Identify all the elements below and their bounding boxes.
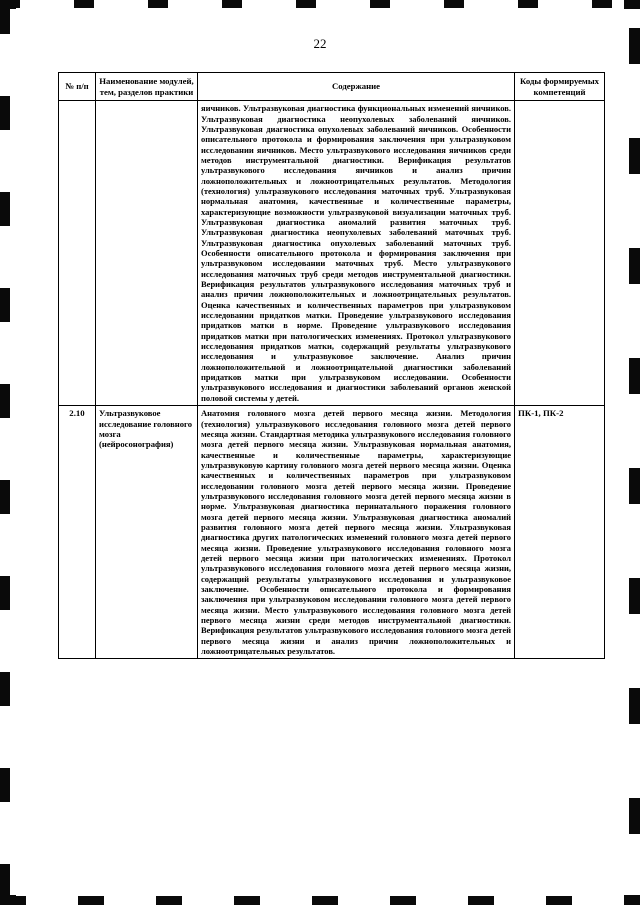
scan-artifact-left bbox=[0, 0, 10, 905]
row1-module bbox=[96, 101, 198, 406]
scan-artifact-corner-tr bbox=[624, 0, 640, 9]
scan-artifact-top bbox=[0, 0, 640, 8]
header-module: Наименование модулей, тем, разделов практики bbox=[96, 73, 198, 101]
row2-module: Ультразвуковое исследование головного мозга (нейросонография) bbox=[96, 406, 198, 659]
row2-num: 2.10 bbox=[59, 406, 96, 659]
scan-artifact-right bbox=[629, 0, 640, 905]
page-number: 22 bbox=[313, 36, 327, 51]
row1-codes bbox=[515, 101, 605, 406]
row1-content: яичников. Ультразвуковая диагностика функциональных изменений яичников. Ультразвуковая диагностика неопухолевых заболеваний яичников. Ультразвуковая диагностика опухолевых заболеваний яичников. Особенности описательного протокола и формирования заключения при ультразвуковом исследовании яичников. Место ультразвукового исследования яичников среди методов инструментальной диагностики. Верификация результатов ультразвукового исследования яичников и анализ причин ложноположительных и ложноотрицательных результатов. Методология (технология) ультразвукового исследования маточных труб. Ультразвуковая нормальная анатомия, качественные и количественные параметры, характеризующие возможности ультразвуковой визуализации маточных труб. Ультразвуковая диагностика аномалий развития маточных труб. Ультразвуковая диагностика неопухолевых заболеваний маточных труб. Ультразвуковая диагностика опухолевых заболеваний маточных труб. Особенности описательного протокола и формирования заключения при ультразвуковом исследовании маточных труб. Место ультразвукового исследования маточных труб среди методов инструментальной диагностики. Верификация результатов ультразвукового исследования маточных труб и анализ причин ложноположительных и ложноотрицательных результатов. Оценка качественных и количественных параметров при ультразвуковом исследовании придатков матки. Проведение ультразвукового исследования придатков матки в норме. Проведение ультразвукового исследования придатков матки при патологических изменениях. Протокол ультразвукового исследования придатков матки, содержащий результаты ультразвукового исследования и ультразвуковое заключение. Анализ причин ложноположительной и ложноотрицательной диагностики заболеваний придатков матки при ультразвуковом исследовании. Особенности ультразвукового исследования и диагностики заболеваний органов женской половой системы у детей. bbox=[198, 101, 515, 406]
scan-artifact-corner-tl bbox=[0, 0, 16, 9]
scan-artifact-bottom bbox=[0, 896, 640, 905]
table-header-row bbox=[59, 73, 605, 101]
header-codes: Коды формируемых компетенций bbox=[515, 73, 605, 101]
table-row bbox=[59, 406, 605, 659]
header-content: Содержание bbox=[198, 73, 515, 101]
scan-artifact-corner-bl bbox=[0, 895, 16, 905]
table-row bbox=[59, 101, 605, 406]
header-num: № п/п bbox=[59, 73, 96, 101]
practice-program-table bbox=[58, 72, 605, 659]
row2-content: Анатомия головного мозга детей первого месяца жизни. Методология (технология) ультразвукового исследования головного мозга детей первого месяца жизни. Стандартная методика ультразвукового исследования головного мозга детей первого месяца жизни. Ультразвуковая нормальная анатомия, качественные и количественные параметры, характеризующие ультразвуковую картину головного мозга детей первого месяца жизни. Оценка качественных и количественных параметров при ультразвуковом исследовании головного мозга детей первого месяца жизни. Проведение ультразвукового исследования головного мозга детей первого месяца жизни в норме. Ультразвуковая диагностика перинатального поражения головного мозга детей первого месяца жизни. Ультразвуковая диагностика аномалий развития головного мозга детей первого месяца жизни. Ультразвуковая диагностика других патологических изменений головного мозга детей первого месяца жизни. Проведение ультразвукового исследования головного мозга детей первого месяца жизни при патологических изменениях. Протокол ультразвукового исследования головного мозга детей первого месяца жизни, содержащий результаты ультразвукового исследования и ультразвуковое заключение. Особенности описательного протокола и формирования заключения при ультразвуковом исследовании головного мозга детей первого месяца жизни. Место ультразвукового исследования головного мозга детей первого месяца жизни среди методов инструментальной диагностики. Верификация результатов ультразвукового исследования головного мозга детей первого месяца жизни и анализ причин ложноположительных и ложноотрицательных результатов. bbox=[198, 406, 515, 659]
row1-num bbox=[59, 101, 96, 406]
row2-codes: ПК-1, ПК-2 bbox=[515, 406, 605, 659]
scan-artifact-corner-br bbox=[624, 895, 640, 905]
